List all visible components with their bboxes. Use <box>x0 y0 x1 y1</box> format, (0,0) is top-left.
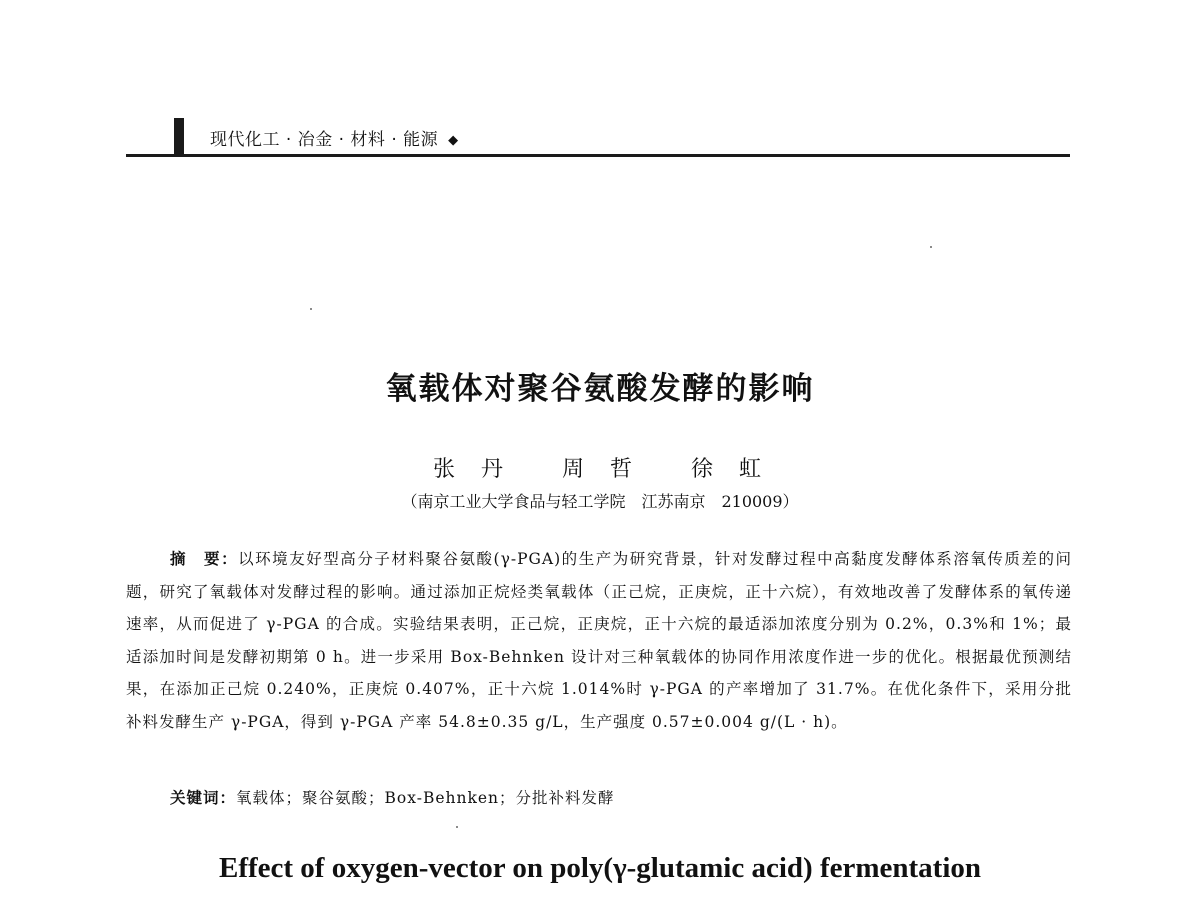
header-bar-marker <box>174 118 184 154</box>
keywords-text: 氧载体；聚谷氨酸；Box-Behnken；分批补料发酵 <box>236 789 615 807</box>
author-list: 张丹 周哲 徐虹 <box>433 457 787 482</box>
diamond-icon: ◆ <box>448 133 459 148</box>
scan-speck <box>930 246 932 248</box>
scan-speck <box>456 826 458 828</box>
abstract <box>126 543 1072 738</box>
abstract-text: 以环境友好型高分子材料聚谷氨酸(γ-PGA)的生产为研究背景，针对发酵过程中高黏度发酵体系溶氧传质差的问题，研究了氧载体对发酵过程的影响。通过添加正烷烃类氧载体（正己烷，正庚烷，正十六烷），有效地改善了发酵体系的氧传递速率，从而促进了 γ-PGA 的合成。实验结果表明，正己烷，正庚烷，正十六烷的最适添加浓度分别为 0.2%，0.3%和 1%；最适添加时间是发酵初期第 0 h。进一步采用 Box-Behnken 设计对三种氧载体的协同作用浓度作进一步的优化。根据最优预测结果，在添加正己烷 0.240%，正庚烷 0.407%，正十六烷 1.014%时 γ-PGA 的产率增加了 31.7%。在优化条件下，采用分批补料发酵生产 γ-PGA，得到 γ-PGA 产率 54.8±0.35 g/L，生产强度 0.57±0.004 g/(L · h)。 <box>126 550 1072 731</box>
journal-section-label: 现代化工 · 冶金 · 材料 · 能源 <box>210 130 439 150</box>
scan-speck <box>310 308 312 310</box>
abstract-label: 摘 要： <box>170 550 239 568</box>
article-title: 氧载体对聚谷氨酸发酵的影响 <box>385 371 815 407</box>
english-title: Effect of oxygen-vector on poly(γ-glutamic acid) fermentation <box>218 852 981 884</box>
keywords-label: 关键词： <box>170 789 237 807</box>
header-rule <box>126 154 1070 157</box>
keywords <box>170 786 615 808</box>
running-header <box>126 114 1070 158</box>
author-affiliation: （南京工业大学食品与轻工学院 江苏南京 210009） <box>401 492 799 511</box>
journal-section-header <box>210 125 459 150</box>
